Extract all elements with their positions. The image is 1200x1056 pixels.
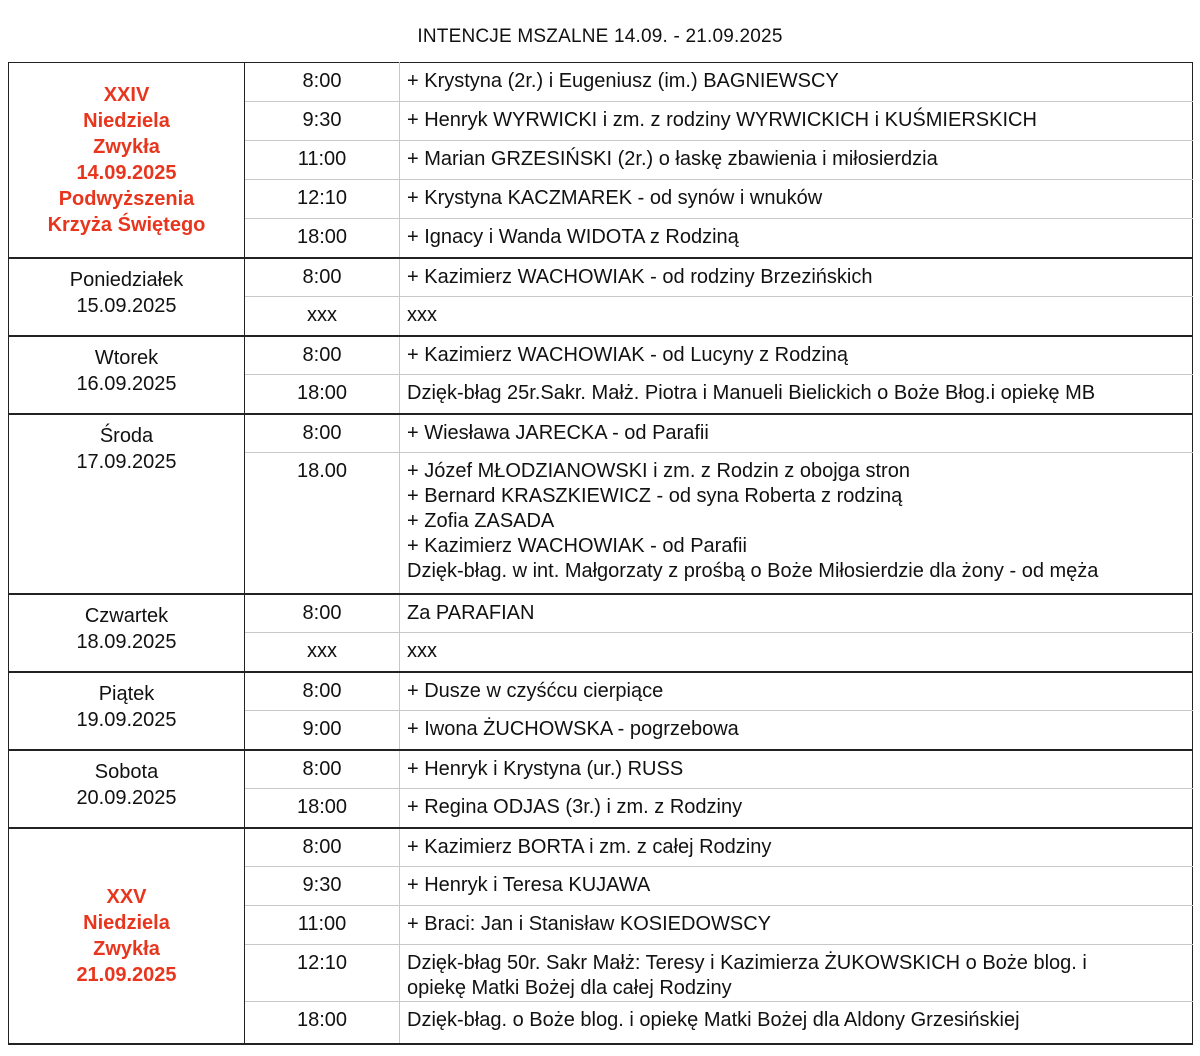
mass-intention [400,867,1193,906]
day-label-line: Wtorek [94,346,159,369]
day-label-line: Środa [99,424,154,447]
intention-line: + Kazimierz WACHOWIAK - od Parafii [407,535,747,557]
intention-line: xxx [407,640,437,662]
day-label [9,414,245,594]
mass-time: 8:00 [245,750,400,789]
mass-intention [400,633,1193,672]
day-label-line: Niedziela [83,109,170,132]
intention-line: + Dusze w czyśćcu cierpiące [407,679,664,702]
mass-time: 18:00 [245,1002,400,1044]
day-label-line: Krzyża Świętego [47,213,206,236]
mass-row [9,672,1193,711]
mass-intention [400,258,1193,297]
mass-time: 18:00 [245,789,400,828]
intention-line: + Krystyna KACZMAREK - od synów i wnuków [407,187,823,209]
page-title: INTENCJE MSZALNE 14.09. - 21.09.2025 [417,26,783,47]
day-label-line: XXV [106,885,147,908]
intention-line: + Kazimierz WACHOWIAK - od Lucyny z Rodziną [407,343,849,366]
intention-line: opiekę Matki Bożej dla całej Rodziny [407,977,732,999]
day-label [9,672,245,750]
intention-line: Za PARAFIAN [407,601,535,624]
day-label-line: Sobota [94,760,159,783]
mass-intention [400,414,1193,453]
intention-line: + Iwona ŻUCHOWSKA - pogrzebowa [407,718,739,740]
mass-row [9,63,1193,102]
day-label-line: 20.09.2025 [76,786,177,809]
day-label-line: 16.09.2025 [76,372,177,395]
intention-line: + Kazimierz BORTA i zm. z całej Rodziny [407,835,772,858]
day-label-line: Czwartek [84,604,169,627]
mass-intention [400,336,1193,375]
mass-row [9,594,1193,633]
mass-intentions-body [9,63,1193,1044]
intention-line: + Józef MŁODZIANOWSKI i zm. z Rodzin z obojga stron [407,460,910,482]
intention-line: Dzięk-błag 50r. Sakr Małż: Teresy i Kazimierza ŻUKOWSKICH o Boże blog. i [407,952,1087,974]
day-label-line: Zwykła [93,937,160,960]
mass-time: 8:00 [245,336,400,375]
mass-time: 12:10 [245,945,400,1002]
mass-time: 9:00 [245,711,400,750]
day-label-line: Zwykła [93,135,160,158]
intention-line: + Marian GRZESIŃSKI (2r.) o łaskę zbawienia i miłosierdzia [407,148,938,170]
intention-line: + Ignacy i Wanda WIDOTA z Rodziną [407,226,739,248]
mass-time: 8:00 [245,828,400,867]
mass-intention [400,828,1193,867]
intention-line: + Regina ODJAS (3r.) i zm. z Rodziny [407,796,743,818]
mass-intentions-table [8,62,1193,1045]
mass-time: 8:00 [245,672,400,711]
mass-time: 11:00 [245,141,400,180]
intention-line: Dzięk-błag. w int. Małgorzaty z prośbą o Boże Miłosierdzie dla żony - od męża [407,560,1099,582]
intention-line: + Henryk WYRWICKI i zm. z rodziny WYRWICKICH i KUŚMIERSKICH [407,109,1037,131]
day-label-line: Poniedziałek [69,268,184,291]
mass-time: 8:00 [245,63,400,102]
day-label [9,594,245,672]
day-label-line: 17.09.2025 [76,450,177,473]
mass-row [9,258,1193,297]
mass-intention [400,180,1193,219]
day-label-line: XXIV [103,83,150,106]
day-label-line: Piątek [98,682,155,705]
mass-row [9,750,1193,789]
day-label-line: 15.09.2025 [76,294,177,317]
mass-time: 8:00 [245,594,400,633]
intention-line: + Wiesława JARECKA - od Parafii [407,421,709,444]
day-label-line: Niedziela [83,911,170,934]
mass-intention [400,453,1193,594]
intention-line: + Henryk i Krystyna (ur.) RUSS [407,757,684,780]
intention-line: Dzięk-błag 25r.Sakr. Małż. Piotra i Manueli Bielickich o Boże Błog.i opiekę MB [407,382,1096,404]
mass-intention [400,1002,1193,1044]
day-label-line: Podwyższenia [58,187,195,210]
intention-line: + Kazimierz WACHOWIAK - od rodziny Brzezińskich [407,265,873,288]
mass-time: 11:00 [245,906,400,945]
mass-intention [400,297,1193,336]
day-label-line: 19.09.2025 [76,708,177,731]
mass-time: 9:30 [245,867,400,906]
mass-time: xxx [245,297,400,336]
mass-intention [400,672,1193,711]
mass-intention [400,594,1193,633]
day-label [9,258,245,336]
day-label [9,336,245,414]
mass-time: 18:00 [245,375,400,414]
intention-line: + Zofia ZASADA [407,510,555,532]
day-label-line: 21.09.2025 [76,963,177,986]
mass-intention [400,219,1193,258]
mass-intention [400,945,1193,1002]
mass-time: 12:10 [245,180,400,219]
intention-line: xxx [407,304,437,326]
mass-time: xxx [245,633,400,672]
mass-intention [400,711,1193,750]
intention-line: + Braci: Jan i Stanisław KOSIEDOWSCY [407,913,772,935]
mass-time: 9:30 [245,102,400,141]
day-label-line: 18.09.2025 [76,630,177,653]
mass-intention [400,141,1193,180]
mass-time: 8:00 [245,414,400,453]
mass-time: 18.00 [245,453,400,594]
intention-line: + Krystyna (2r.) i Eugeniusz (im.) BAGNIEWSCY [407,70,839,92]
mass-intention [400,63,1193,102]
mass-intention [400,102,1193,141]
intention-line: + Henryk i Teresa KUJAWA [407,874,651,896]
mass-row [9,336,1193,375]
intention-line: + Bernard KRASZKIEWICZ - od syna Roberta z rodziną [407,485,903,507]
mass-row [9,414,1193,453]
mass-intention [400,750,1193,789]
mass-time: 8:00 [245,258,400,297]
mass-intention [400,906,1193,945]
mass-intention [400,375,1193,414]
day-label [9,750,245,828]
mass-intention [400,789,1193,828]
sunday-label [9,828,245,1044]
mass-time: 18:00 [245,219,400,258]
intention-line: Dzięk-błag. o Boże blog. i opiekę Matki Bożej dla Aldony Grzesińskiej [407,1009,1020,1031]
mass-row [9,828,1193,867]
sunday-label [9,63,245,258]
day-label-line: 14.09.2025 [76,161,177,184]
